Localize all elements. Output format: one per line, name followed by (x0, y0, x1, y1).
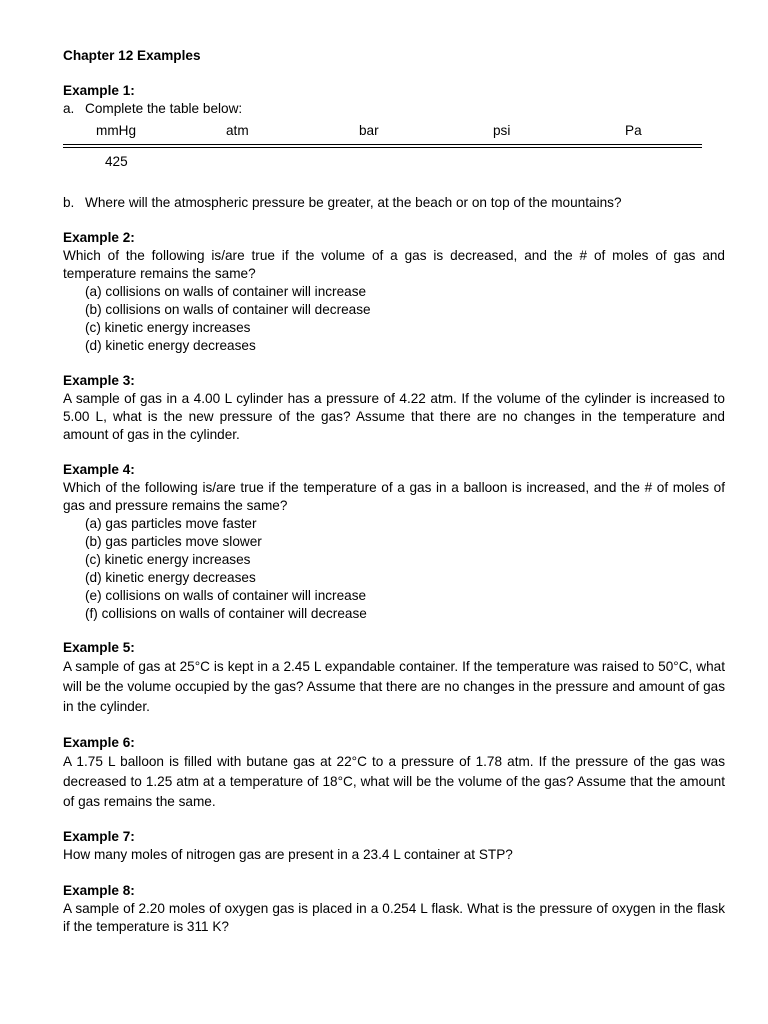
table-header-mmhg: mmHg (96, 123, 137, 138)
example-6-question: A 1.75 L balloon is filled with butane gas at 22°C to a pressure of 1.78 atm. If the pressure of the gas was decreased to 1.25 atm at a temperature of 18°C, what will be the volume of the gas? Assume that the amount of gas remains the same. (63, 754, 725, 809)
example-2-question: Which of the following is/are true if the volume of a gas is decreased, and the # of moles of gas and temperature remains the same? (63, 248, 725, 281)
example-7-heading: Example 7: (63, 829, 135, 844)
table-cell-mmhg: 425 (105, 154, 128, 169)
table-header-bar: bar (359, 123, 379, 138)
table-rule-bottom (63, 147, 702, 148)
example-5-heading: Example 5: (63, 640, 135, 655)
example-4-question: Which of the following is/are true if the temperature of a gas in a balloon is increased, and the # of moles of gas and pressure remains the same? (63, 480, 725, 513)
example-4-option-b: (b) gas particles move slower (85, 534, 262, 549)
example-2-option-a: (a) collisions on walls of container will increase (85, 284, 367, 299)
table-header-psi: psi (493, 123, 511, 138)
chapter-title: Chapter 12 Examples (63, 48, 201, 63)
example-4-heading: Example 4: (63, 462, 135, 477)
example-4-option-d: (d) kinetic energy decreases (85, 570, 256, 585)
table-header-pa: Pa (625, 123, 642, 138)
part-b-text: Where will the atmospheric pressure be greater, at the beach or on top of the mountains? (85, 195, 622, 210)
part-a-marker: a. (63, 101, 75, 116)
table-header-atm: atm (226, 123, 249, 138)
example-5 (63, 639, 725, 717)
example-2-option-c: (c) kinetic energy increases (85, 320, 251, 335)
example-3-heading: Example 3: (63, 373, 135, 388)
example-5-question: A sample of gas at 25°C is kept in a 2.45 L expandable container. If the temperature was raised to 50°C, what will be the volume occupied by the gas? Assume that there are no changes in the pressure and amount of gas in the cylinder. (63, 659, 725, 714)
example-1 (63, 82, 725, 118)
part-a-text: Complete the table below: (85, 101, 243, 116)
table-rule-top (63, 144, 702, 145)
example-4-option-e: (e) collisions on walls of container will increase (85, 588, 367, 603)
example-3-question: A sample of gas in a 4.00 L cylinder has a pressure of 4.22 atm. If the volume of the cylinder is increased to 5.00 L, what is the new pressure of the gas? Assume that there are no changes in the temperature and amount of gas in the cylinder. (63, 391, 725, 442)
example-8-question: A sample of 2.20 moles of oxygen gas is placed in a 0.254 L flask. What is the pressure of oxygen in the flask if the temperature is 311 K? (63, 901, 725, 934)
example-8 (63, 882, 725, 936)
example-3 (63, 372, 725, 444)
example-1-part-a (63, 100, 725, 118)
part-b-marker: b. (63, 195, 75, 210)
example-1-heading: Example 1: (63, 83, 135, 98)
example-7 (63, 828, 725, 864)
example-4-option-a: (a) gas particles move faster (85, 516, 257, 531)
example-6-heading: Example 6: (63, 735, 135, 750)
example-4-option-c: (c) kinetic energy increases (85, 552, 251, 567)
example-2-option-b: (b) collisions on walls of container will decrease (85, 302, 371, 317)
example-4 (63, 461, 725, 623)
example-2-option-d: (d) kinetic energy decreases (85, 338, 256, 353)
pressure-table-header (63, 122, 703, 140)
example-1-part-b (63, 194, 725, 212)
example-2 (63, 229, 725, 355)
example-2-heading: Example 2: (63, 230, 135, 245)
example-7-question: How many moles of nitrogen gas are present in a 23.4 L container at STP? (63, 847, 513, 862)
example-4-option-f: (f) collisions on walls of container will decrease (85, 606, 367, 621)
example-6 (63, 734, 725, 812)
example-8-heading: Example 8: (63, 883, 135, 898)
